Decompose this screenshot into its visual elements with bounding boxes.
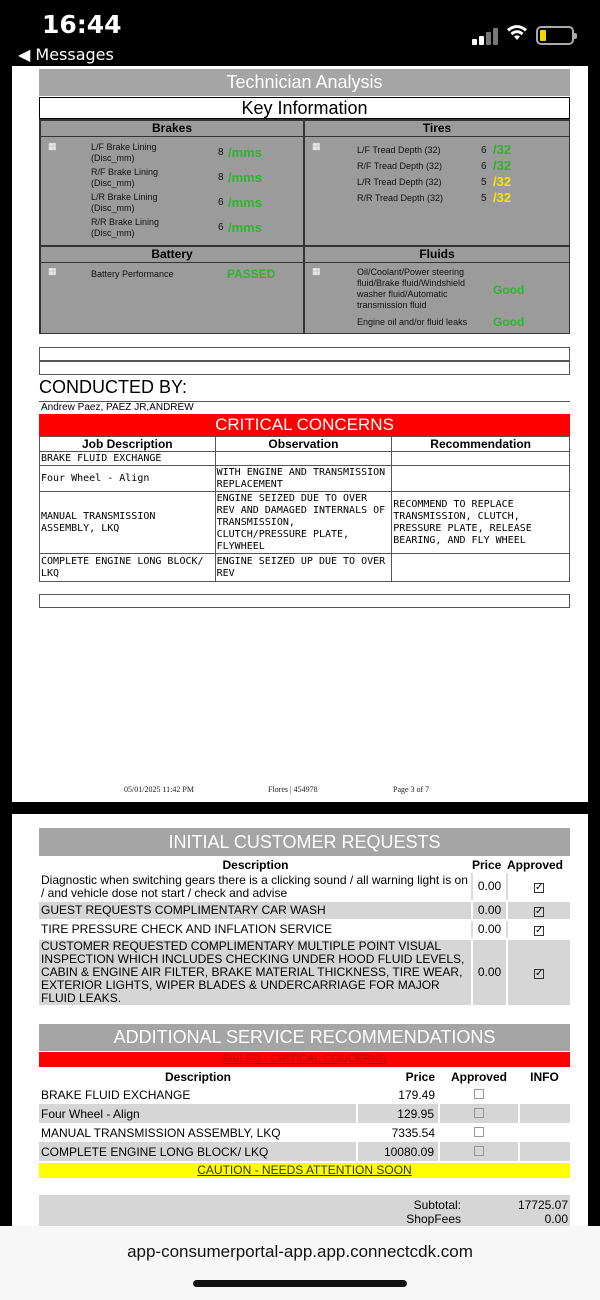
brakes-header: Brakes [41,121,303,137]
tread-depth-rf-unit: /32 [493,158,512,173]
service-description: MANUAL TRANSMISSION ASSEMBLY, LKQ [41,1125,281,1140]
shopfees-value: 0.00 [544,1212,568,1226]
footer-page-number: Page 3 of 7 [393,785,430,794]
browser-bottom-bar [0,1226,600,1300]
key-information-title: Key Information [39,97,570,119]
brake-lining-rf-label: R/F Brake Lining (Disc_mm) [91,167,159,188]
service-description: BRAKE FLUID EXCHANGE [41,1087,191,1102]
failed-critical-concerns-banner: FAILED - CRITICAL CONCERNS [39,1052,570,1067]
shopfees-label: ShopFees [406,1212,461,1226]
document-icon: ▦ [312,266,321,276]
request-price: 0.00 [472,920,507,939]
request-description: Diagnostic when switching gears there is a clicking sound / all warning light is on / and vehicle dose not start / check and advise [39,873,472,901]
request-price: 0.00 [472,901,507,920]
tires-header: Tires [305,121,569,137]
brake-lining-lr-unit: /mms [228,195,262,210]
battery-result: PASSED [227,267,276,281]
observation-cell: ENGINE SEIZED UP DUE TO OVER REV [215,554,392,582]
tires-panel [304,120,570,246]
info-cell[interactable] [519,1085,570,1104]
critical-concerns-table [39,436,570,582]
subtotal-label: Subtotal: [413,1198,461,1212]
approve-checkbox[interactable] [474,1146,484,1156]
info-cell[interactable] [519,1104,570,1123]
table-row [40,466,570,492]
document-icon: ▦ [48,266,57,276]
brake-lining-rf-value: 8 [218,172,224,183]
status-bar [0,0,600,66]
approved-checkbox[interactable]: ✓ [535,882,544,893]
table-row [39,901,570,920]
request-description: TIRE PRESSURE CHECK AND INFLATION SERVICE [39,920,472,939]
blank-row [39,347,570,361]
observation-cell [215,452,392,466]
info-cell[interactable] [519,1142,570,1161]
footer-datetime: 05/01/2025 11:42 PM [124,785,194,794]
table-row [39,1104,570,1123]
recommendation-cell [392,452,570,466]
technician-name: Andrew Paez, PAEZ JR,ANDREW [39,401,570,414]
back-to-messages-link[interactable]: ◀ Messages [18,45,114,64]
fluid-leaks-result: Good [493,315,525,329]
brake-lining-lr-value: 6 [218,197,224,208]
approved-checkbox[interactable]: ✓ [535,968,544,979]
subtotal-value: 17725.07 [517,1198,568,1212]
table-row [40,554,570,582]
table-header-row [39,857,570,873]
observation-cell: ENGINE SEIZED DUE TO OVER REV AND DAMAGED INTERNALS OF TRANSMISSION, CLUTCH/PRESSURE PLATE, FLYWHEEL [215,492,392,554]
tread-depth-lf-label: L/F Tread Depth (32) [357,145,441,155]
additional-services-table [39,1068,570,1161]
approved-checkbox[interactable]: ✓ [535,925,544,936]
col-description: Description [222,857,289,872]
table-row [40,492,570,554]
brake-lining-rr-value: 6 [218,222,224,233]
col-approved: Approved [507,857,564,872]
job-description-cell: Four Wheel - Align [40,466,216,492]
brake-lining-lf-value: 8 [218,147,224,158]
tread-depth-rr-unit: /32 [493,190,512,205]
address-bar[interactable]: app-consumerportal-app.app.connectcdk.com [127,1242,473,1261]
approved-checkbox[interactable]: ✓ [535,906,544,917]
table-header-row [40,437,570,452]
battery-performance-label: Battery Performance [91,269,174,279]
service-price: 10080.09 [357,1142,439,1161]
approve-checkbox[interactable] [474,1089,484,1099]
document-icon: ▦ [312,141,321,151]
conducted-by-heading: CONDUCTED BY: [39,377,188,397]
cellular-signal-icon [472,27,500,45]
fluids-levels-label: Oil/Coolant/Power steering fluid/Brake fluid/Windshield washer fluid/Automatic transmission fluid [357,267,466,310]
col-price: Price [405,1069,435,1084]
col-price: Price [472,857,502,872]
table-row [39,873,570,901]
table-row [39,939,570,1006]
service-description: Four Wheel - Align [39,1104,357,1123]
request-description: CUSTOMER REQUESTED COMPLIMENTARY MULTIPLE POINT VISUAL INSPECTION WHICH INCLUDES CHECKING UNDER HOOD FLUID LEVELS, CABIN & ENGINE AIR FILTER, BRAKE MATERIAL THICKNESS, TIRE WEAR, EXTERIOR LIGHTS, WIPER BLADES & UNDERCARRIAGE FOR MAJOR FLUID LEAKS. [39,939,472,1006]
col-approved: Approved [450,1069,507,1084]
caution-needs-attention-banner: CAUTION - NEEDS ATTENTION SOON [39,1163,570,1178]
fluids-levels-result: Good [493,283,525,297]
fluid-leaks-label: Engine oil and/or fluid leaks [357,317,468,327]
service-description: COMPLETE ENGINE LONG BLOCK/ LKQ [39,1142,357,1161]
recommendation-cell: RECOMMEND TO REPLACE TRANSMISSION, CLUTCH, PRESSURE PLATE, RELEASE BEARING, AND FLY WHEEL [392,492,570,554]
approve-checkbox[interactable] [474,1108,484,1118]
blank-row [39,594,570,608]
table-row [39,1123,570,1142]
table-row [39,1142,570,1161]
initial-customer-requests-title: INITIAL CUSTOMER REQUESTS [39,828,570,856]
recommendation-cell [392,466,570,492]
table-row [39,920,570,939]
recommendation-cell [392,554,570,582]
tread-depth-lr-label: L/R Tread Depth (32) [357,177,442,187]
document-page-3 [12,66,588,802]
tread-depth-rf-value: 6 [481,161,487,172]
battery-header: Battery [41,247,303,263]
tread-depth-lr-unit: /32 [493,174,512,189]
critical-concerns-title: CRITICAL CONCERNS [39,414,570,436]
brake-lining-rf-unit: /mms [228,170,262,185]
brake-lining-lf-label: L/F Brake Lining (Disc_mm) [91,142,157,163]
blank-row [39,361,570,375]
request-description: GUEST REQUESTS COMPLIMENTARY CAR WASH [39,901,472,920]
document-icon: ▦ [48,141,57,151]
additional-service-recommendations-title: ADDITIONAL SERVICE RECOMMENDATIONS [39,1024,570,1051]
service-price: 179.49 [398,1087,435,1102]
wifi-icon [506,23,528,41]
job-description-cell: COMPLETE ENGINE LONG BLOCK/ LKQ [40,554,216,582]
tread-depth-rr-label: R/R Tread Depth (32) [357,193,444,203]
brake-lining-lr-label: L/R Brake Lining (Disc_mm) [91,192,158,213]
brakes-panel [40,120,304,246]
home-indicator[interactable] [193,1280,407,1287]
tread-depth-lf-value: 6 [481,145,487,156]
request-price: 0.00 [472,939,507,1006]
approve-checkbox[interactable] [474,1127,484,1137]
key-information-grid [39,119,570,334]
totals-box [39,1195,570,1226]
initial-customer-requests-table [39,857,570,1007]
service-price: 129.95 [357,1104,439,1123]
fluids-header: Fluids [305,247,569,263]
document-page-4 [12,814,588,1226]
tread-depth-rf-label: R/F Tread Depth (32) [357,161,443,171]
battery-panel [40,246,304,334]
col-job-description: Job Description [40,437,216,452]
service-price: 7335.54 [391,1125,435,1140]
technician-analysis-title: Technician Analysis [39,69,570,96]
col-recommendation: Recommendation [392,437,570,452]
table-header-row [39,1068,570,1085]
tread-depth-lf-unit: /32 [493,142,512,157]
request-price: 0.00 [472,873,507,901]
tread-depth-rr-value: 5 [481,193,487,204]
fluids-panel [304,246,570,334]
info-cell[interactable] [519,1123,570,1142]
brake-lining-rr-label: R/R Brake Lining (Disc_mm) [91,217,160,238]
col-description: Description [164,1069,231,1084]
observation-cell: WITH ENGINE AND TRANSMISSION REPLACEMENT [215,466,392,492]
brake-lining-rr-unit: /mms [228,220,262,235]
job-description-cell: BRAKE FLUID EXCHANGE [40,452,216,466]
brake-lining-lf-unit: /mms [228,145,262,160]
job-description-cell: MANUAL TRANSMISSION ASSEMBLY, LKQ [40,492,216,554]
footer-advisor: Flores | 454978 [268,785,318,794]
tread-depth-lr-value: 5 [481,177,487,188]
clock: 16:44 [42,10,122,39]
col-info: INFO [530,1069,559,1084]
table-row [40,452,570,466]
table-row [39,1085,570,1104]
battery-icon [536,26,574,45]
col-observation: Observation [215,437,392,452]
